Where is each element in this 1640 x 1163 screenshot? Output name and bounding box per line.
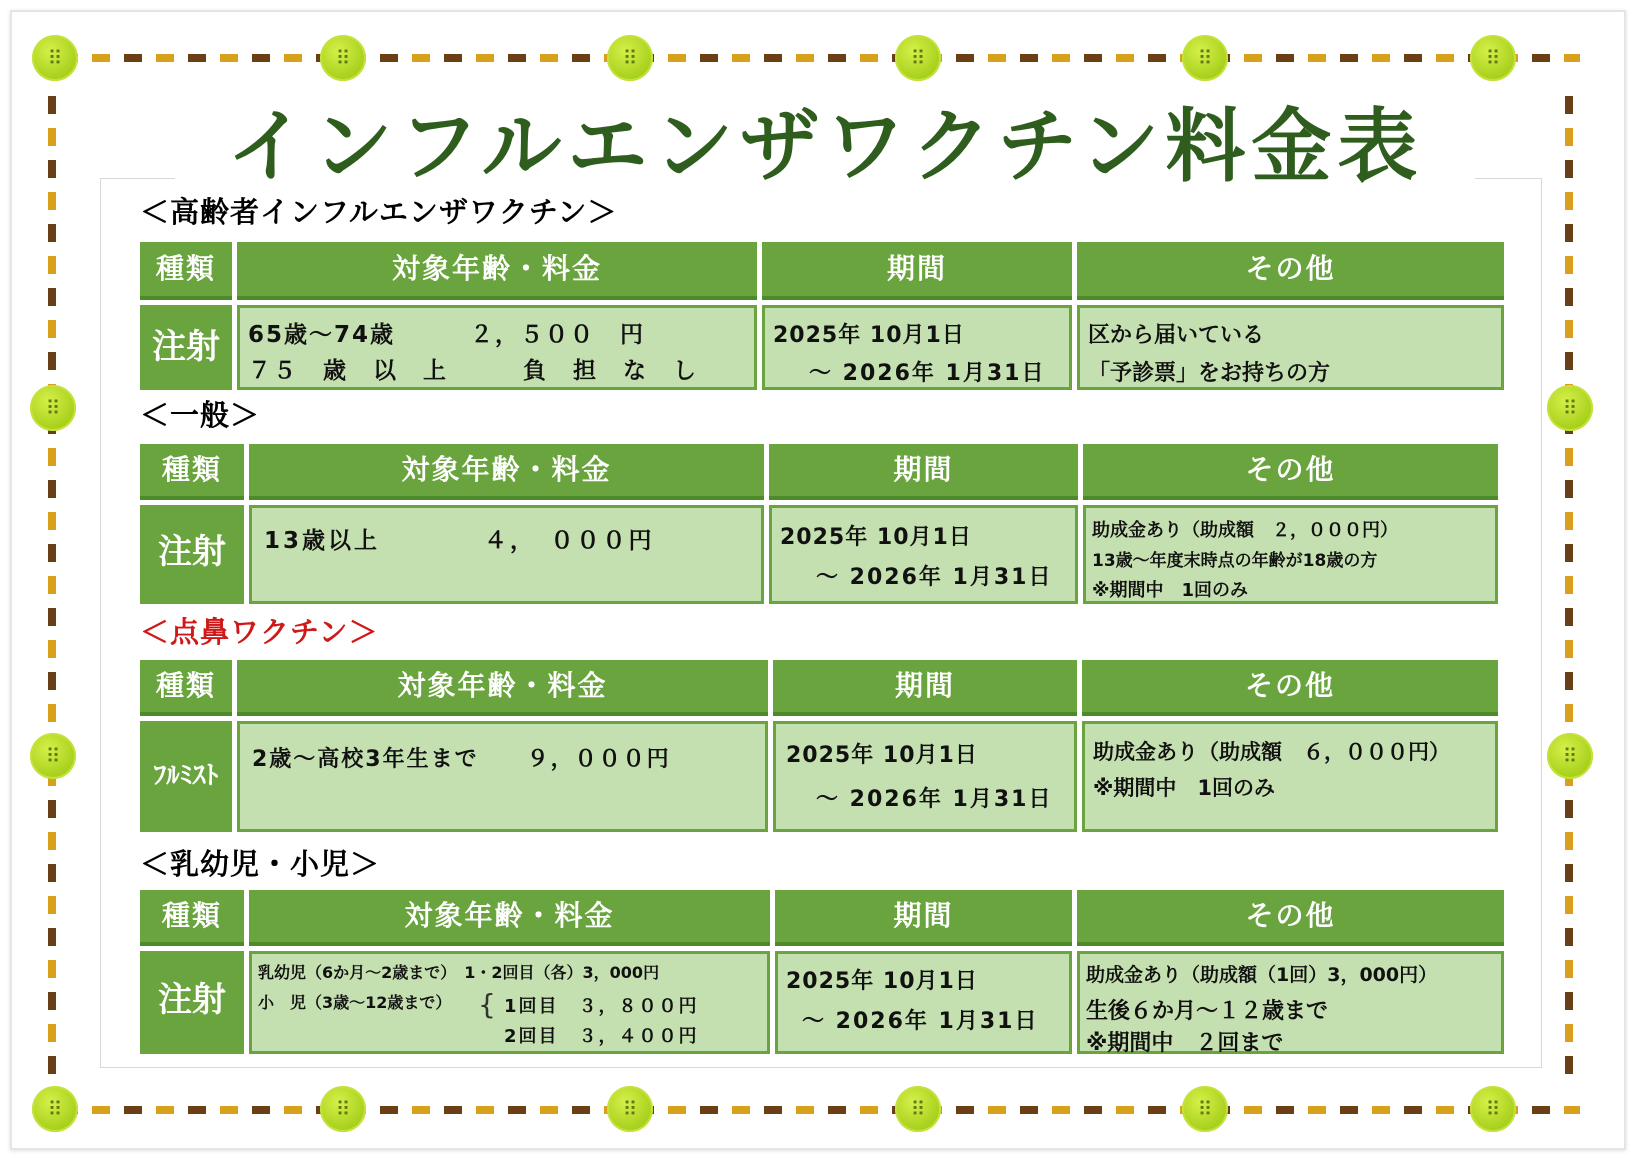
header-age-fee: 対象年齢・料金 (249, 890, 770, 946)
button-decoration-icon (32, 1086, 78, 1132)
button-decoration-icon (1470, 35, 1516, 81)
age-fee-cell (249, 505, 764, 604)
other-cell (1082, 721, 1498, 832)
age-fee-line: 小 児（3歳～12歳まで） (258, 993, 452, 1012)
header-other: その他 (1077, 242, 1504, 300)
button-decoration-icon (607, 35, 653, 81)
age-fee-line: 2回目 ３，４００円 (504, 1026, 699, 1047)
button-decoration-icon (895, 1086, 941, 1132)
age-fee-line: ７５ 歳 以 上 負 担 な し (248, 358, 698, 384)
button-decoration-icon (607, 1086, 653, 1132)
age-fee-line: 1回目 ３，８００円 (504, 996, 699, 1017)
period-cell (762, 305, 1072, 390)
other-cell (1077, 951, 1504, 1054)
button-decoration-icon (320, 35, 366, 81)
table-children (140, 890, 1504, 1054)
period-cell (775, 951, 1072, 1054)
header-period: 期間 (773, 660, 1077, 716)
header-other: その他 (1077, 890, 1504, 946)
dashed-border-right (1565, 96, 1573, 1086)
dashed-border-left (48, 96, 56, 1086)
period-cell (773, 721, 1077, 832)
kind-label: 注射 (140, 505, 244, 604)
dashed-border-top (60, 54, 1580, 62)
header-age-fee: 対象年齢・料金 (237, 660, 768, 716)
page-title: インフルエンザワクチン料金表 (175, 102, 1475, 192)
table-elderly (140, 242, 1504, 390)
other-line: 助成金あり（助成額 ６，０００円） (1093, 740, 1450, 764)
header-kind: 種類 (140, 444, 244, 500)
period-start: 2025年 10月1日 (786, 743, 978, 768)
button-decoration-icon (1182, 1086, 1228, 1132)
period-start: 2025年 10月1日 (773, 323, 965, 348)
period-end: ～ 2026年 1月31日 (809, 361, 1046, 386)
other-line: ※期間中 1回のみ (1092, 580, 1249, 601)
age-fee-line: 乳幼児（6か月～2歳まで） 1・2回目（各）3，000円 (258, 963, 660, 982)
header-kind: 種類 (140, 660, 232, 716)
age-fee-line: 13歳以上 ４， ０００円 (264, 528, 655, 554)
period-start: 2025年 10月1日 (780, 525, 972, 550)
age-fee-line: 2歳～高校3年生まで ９，０００円 (252, 747, 671, 772)
other-line: 区から届いている (1088, 323, 1265, 348)
kind-label: 注射 (140, 951, 244, 1054)
period-start: 2025年 10月1日 (786, 969, 978, 994)
section-heading-general: ＜一般＞ (140, 398, 261, 432)
section-heading-elderly: ＜高齢者インフルエンザワクチン＞ (140, 195, 618, 229)
age-fee-line: 65歳～74歳 ２，５００ 円 (248, 322, 646, 348)
period-end: ～ 2026年 1月31日 (816, 787, 1053, 812)
kind-label: ﾌﾙﾐｽﾄ (140, 721, 232, 832)
button-decoration-icon (30, 733, 76, 779)
age-fee-cell (237, 721, 768, 832)
section-heading-children: ＜乳幼児・小児＞ (140, 847, 381, 881)
button-decoration-icon (1547, 385, 1593, 431)
section-heading-nasal: ＜点鼻ワクチン＞ (140, 615, 379, 649)
other-line: 生後６か月～１２歳まで (1086, 999, 1329, 1024)
kind-label: 注射 (140, 305, 232, 390)
other-line: ※期間中 ２回まで (1086, 1031, 1284, 1056)
button-decoration-icon (1547, 733, 1593, 779)
header-kind: 種類 (140, 242, 232, 300)
age-fee-cell (237, 305, 757, 390)
header-kind: 種類 (140, 890, 244, 946)
button-decoration-icon (1470, 1086, 1516, 1132)
button-decoration-icon (32, 35, 78, 81)
header-period: 期間 (762, 242, 1072, 300)
header-other: その他 (1082, 660, 1498, 716)
header-period: 期間 (769, 444, 1078, 500)
header-other: その他 (1083, 444, 1498, 500)
other-cell (1083, 505, 1498, 604)
header-period: 期間 (775, 890, 1072, 946)
header-age-fee: 対象年齢・料金 (249, 444, 764, 500)
other-line: 助成金あり（助成額（1回）3，000円） (1086, 964, 1438, 986)
button-decoration-icon (30, 385, 76, 431)
age-fee-cell (249, 951, 770, 1054)
other-line: 助成金あり（助成額 ２，０００円） (1092, 520, 1398, 541)
button-decoration-icon (895, 35, 941, 81)
button-decoration-icon (1182, 35, 1228, 81)
other-line: ※期間中 1回のみ (1093, 776, 1276, 800)
brace-icon: { (478, 988, 496, 1021)
other-line: 「予診票」をお持ちの方 (1088, 361, 1331, 386)
dashed-border-bottom (60, 1106, 1580, 1114)
period-end: ～ 2026年 1月31日 (816, 565, 1053, 590)
other-line: 13歳～年度末時点の年齢が18歳の方 (1092, 551, 1378, 571)
table-nasal (140, 660, 1498, 832)
button-decoration-icon (320, 1086, 366, 1132)
period-end: ～ 2026年 1月31日 (802, 1009, 1039, 1034)
header-age-fee: 対象年齢・料金 (237, 242, 757, 300)
period-cell (769, 505, 1078, 604)
other-cell (1077, 305, 1504, 390)
table-general (140, 444, 1498, 604)
